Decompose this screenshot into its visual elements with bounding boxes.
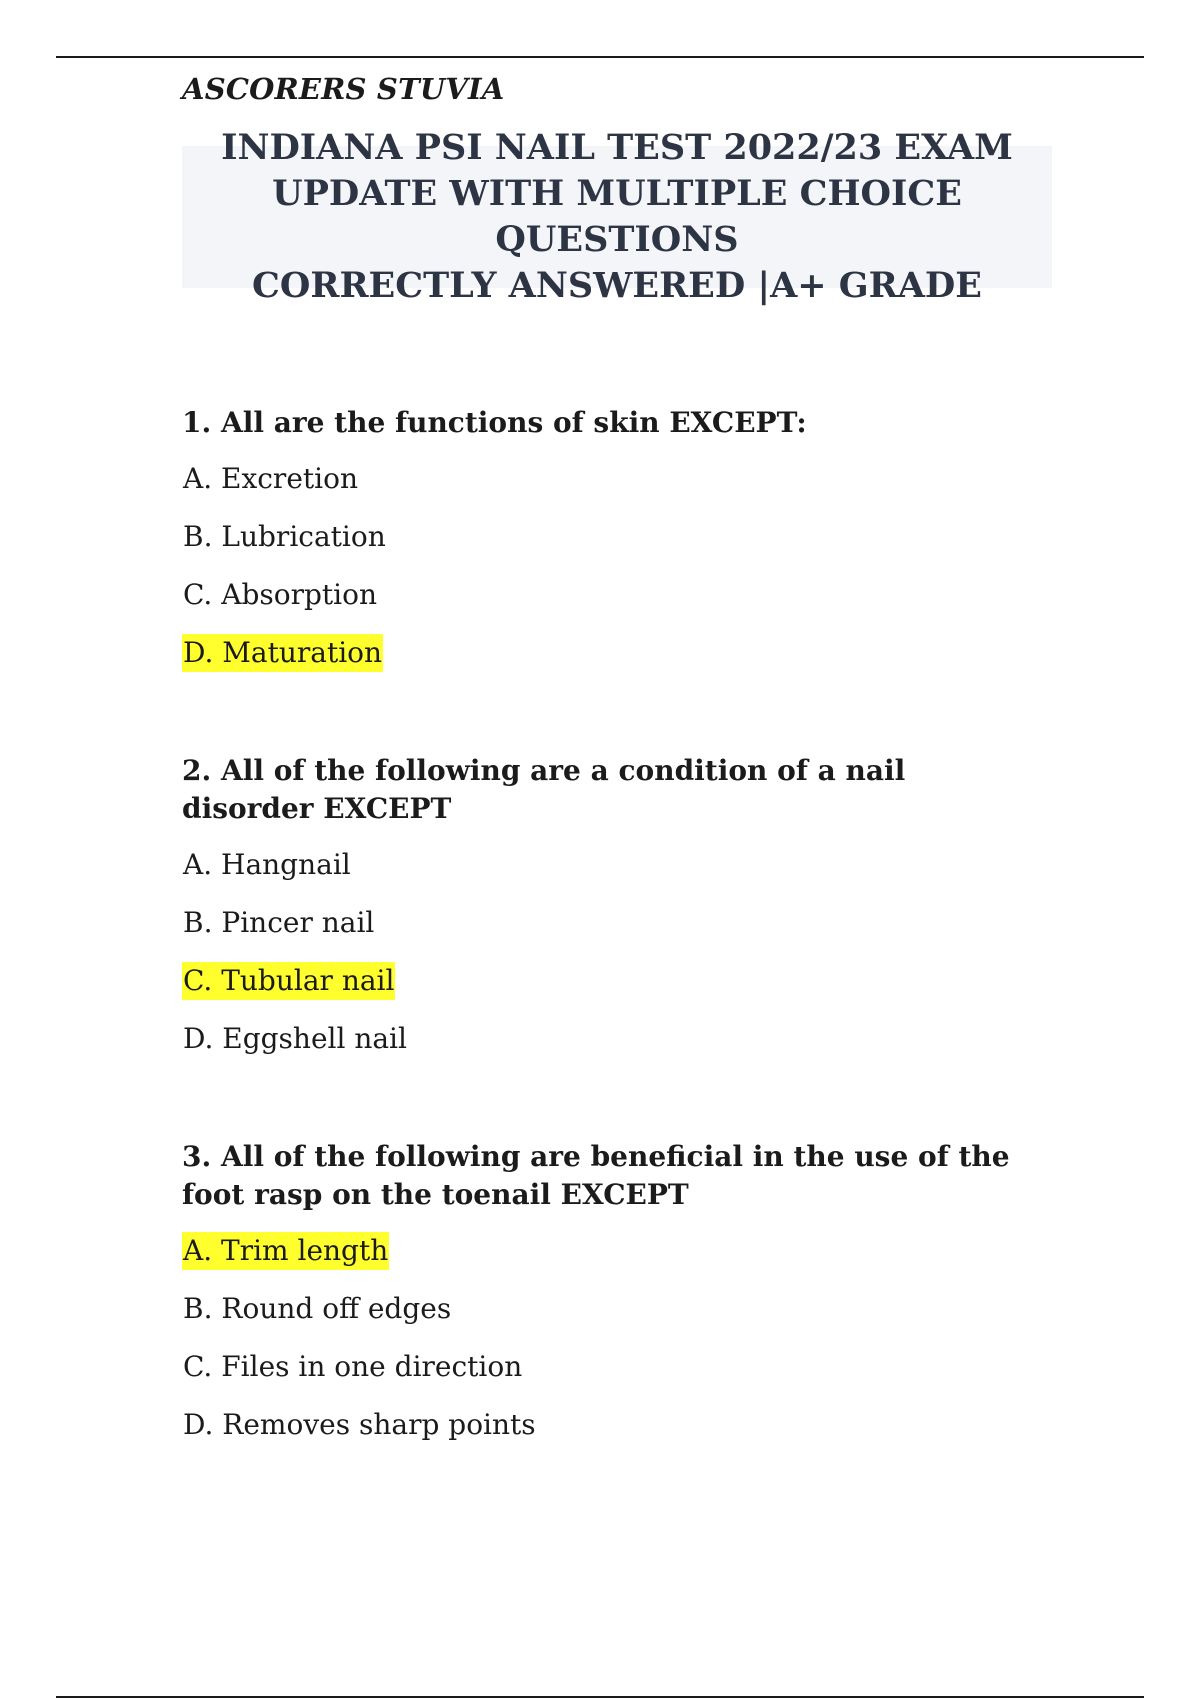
- document-title: INDIANA PSI NAIL TEST 2022/23 EXAM UPDATE WITH MULTIPLE CHOICE QUESTIONS CORRECTLY ANSWERED |A+ GRADE: [221, 127, 1013, 306]
- question-text: 2. All of the following are a condition of a nail disorder EXCEPT: [182, 754, 906, 825]
- option-b: B. Pincer nail: [183, 906, 375, 939]
- option-a: A. Trim length: [182, 1232, 1042, 1270]
- option-c: C. Absorption: [183, 578, 378, 611]
- option-b: B. Lubrication: [183, 520, 386, 553]
- option-c: C. Files in one direction: [183, 1350, 523, 1383]
- option-list: [182, 846, 1042, 1058]
- option-b: B. Round off edges: [183, 1292, 452, 1325]
- option-d: D. Maturation: [182, 634, 1042, 672]
- option-d: D. Eggshell nail: [183, 1022, 407, 1055]
- bottom-rule: [56, 1696, 1144, 1698]
- top-rule: [56, 56, 1144, 58]
- question-2: [182, 752, 1042, 1078]
- option-c: C. Tubular nail: [182, 962, 1042, 1000]
- question-text: 3. All of the following are beneficial in the use of the foot rasp on the toenail EXCEPT: [182, 1140, 1010, 1211]
- title-box: [182, 127, 1052, 306]
- question-1: [182, 404, 1042, 692]
- option-a: A. Hangnail: [183, 848, 351, 881]
- question-3: [182, 1138, 1042, 1464]
- option-list: [182, 1232, 1042, 1444]
- author-header: ASCORERS STUVIA: [182, 72, 505, 106]
- option-a: A. Excretion: [183, 462, 358, 495]
- option-list: [182, 460, 1042, 672]
- option-d: D. Removes sharp points: [183, 1408, 536, 1441]
- question-text: 1. All are the functions of skin EXCEPT:: [182, 406, 807, 439]
